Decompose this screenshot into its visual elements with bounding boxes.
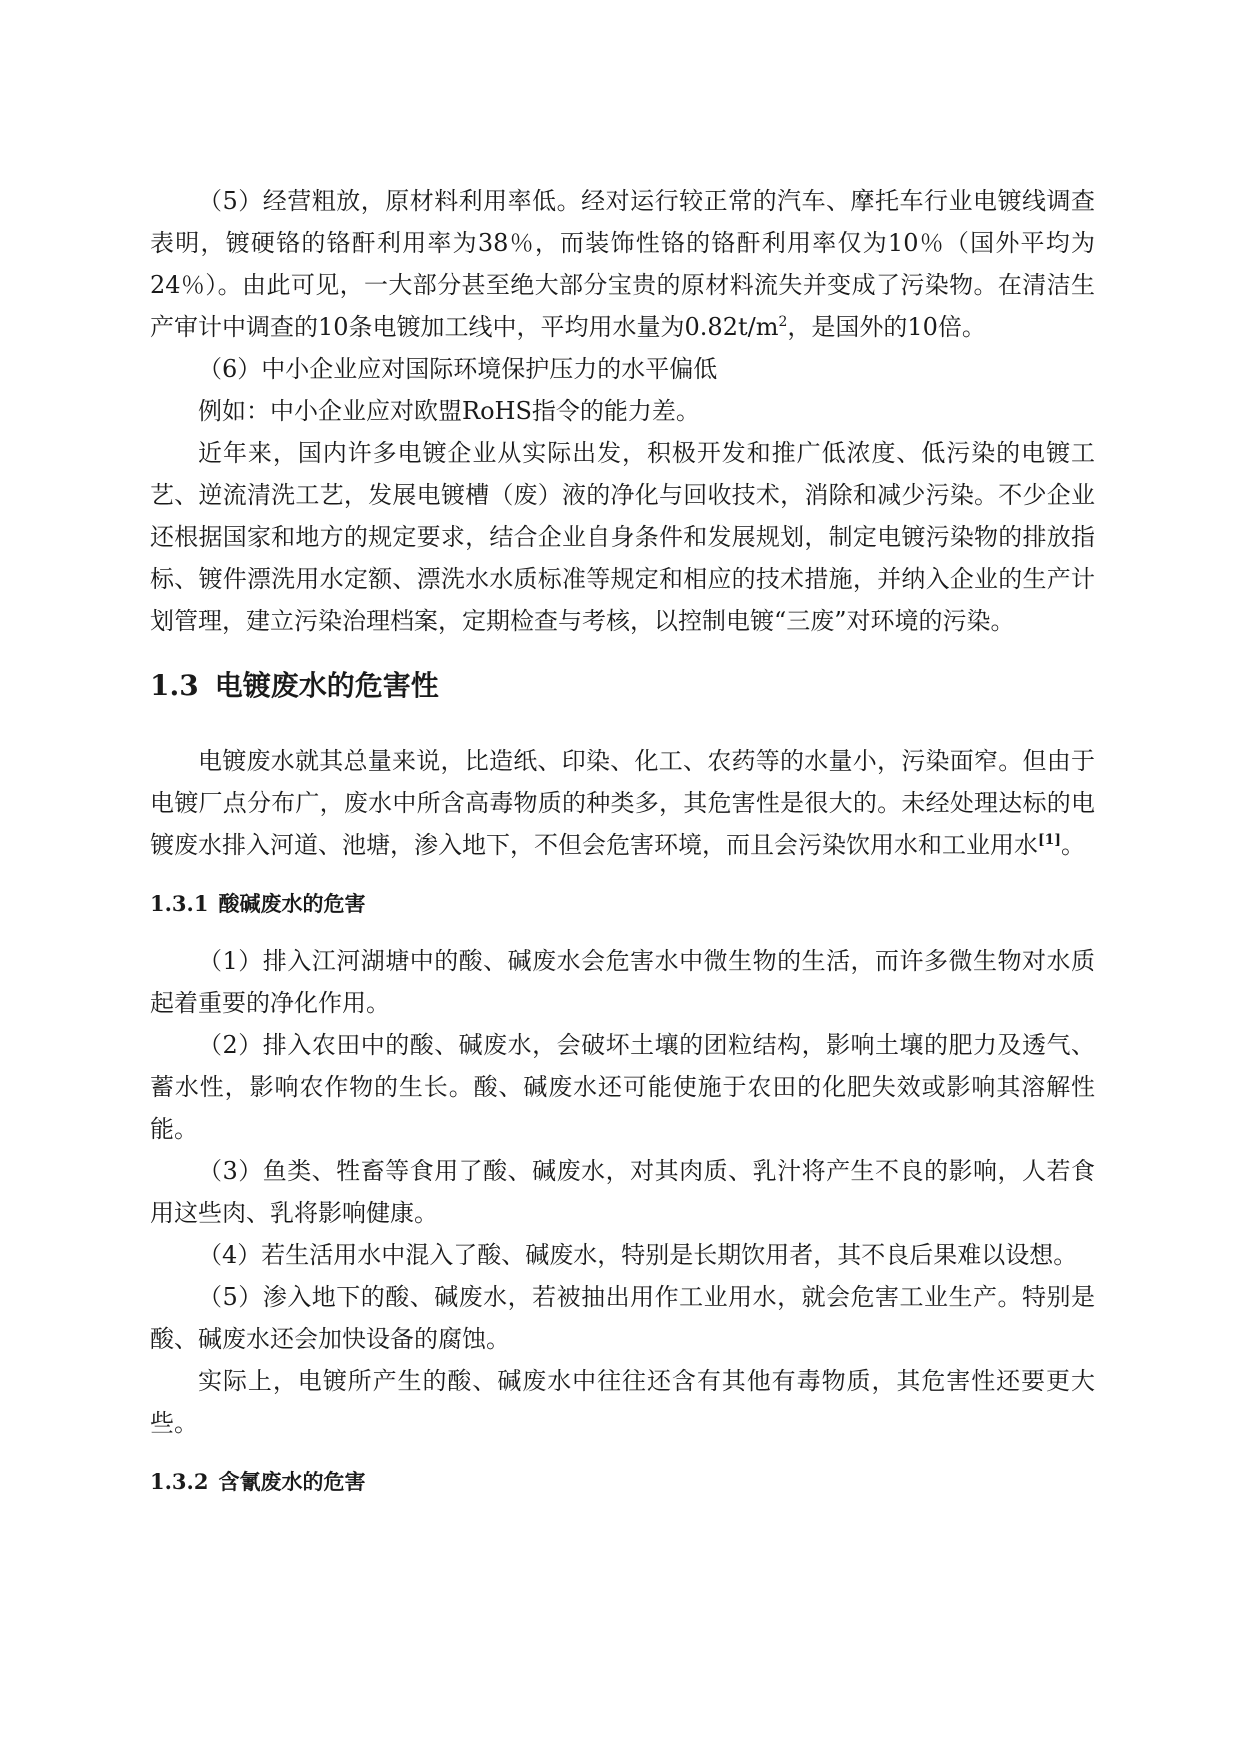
list-item-5: （5）渗入地下的酸、碱废水，若被抽出用作工业用水，就会危害工业生产。特别是酸、碱废水还会加快设备的腐蚀。: [150, 1283, 1095, 1353]
subsection-number: 1.3.1: [150, 891, 209, 916]
section-heading-1-3-2: [150, 1464, 1095, 1500]
section-number: 1.3: [150, 669, 199, 702]
section-heading-1-3: [150, 666, 1095, 706]
subsection-title: 酸碱废水的危害: [218, 891, 366, 916]
section-heading-1-3-1: [150, 886, 1095, 922]
list-item-1: （1）排入江河湖塘中的酸、碱废水会危害水中微生物的生活，而许多微生物对水质起着重要的净化作用。: [150, 947, 1095, 1017]
paragraph-5-end: ，是国外的10倍。: [787, 313, 986, 341]
list-item-4: （4）若生活用水中混入了酸、碱废水，特别是长期饮用者，其不良后果难以设想。: [198, 1241, 1078, 1269]
list-item-3: （3）鱼类、牲畜等食用了酸、碱废水，对其肉质、乳汁将产生不良的影响，人若食用这些肉、乳将影响健康。: [150, 1157, 1095, 1227]
list-item-2: （2）排入农田中的酸、碱废水，会破坏土壤的团粒结构，影响土壤的肥力及透气、蓄水性，影响农作物的生长。酸、碱废水还可能使施于农田的化肥失效或影响其溶解性能。: [150, 1031, 1095, 1143]
paragraph-example: 例如：中小企业应对欧盟RoHS指令的能力差。: [198, 397, 700, 425]
intro-text: 电镀废水就其总量来说，比造纸、印染、化工、农药等的水量小，污染面窄。但由于电镀厂点分布广，废水中所含高毒物质的种类多，其危害性是很大的。未经处理达标的电镀废水排入河道、池塘，渗入地下，不但会危害环境，而且会污染饮用水和工业用水: [150, 747, 1095, 859]
paragraph-6: （6）中小企业应对国际环境保护压力的水平偏低: [198, 355, 718, 383]
superscript-m2: 2: [778, 314, 788, 330]
closing-paragraph: 实际上，电镀所产生的酸、碱废水中往往还含有其他有毒物质，其危害性还要更大些。: [150, 1367, 1095, 1437]
section-1-3-intro: [150, 740, 1095, 866]
reference-marker: [1]: [1038, 832, 1061, 848]
section-title: 电镀废水的危害性: [214, 669, 439, 702]
intro-end: 。: [1061, 831, 1085, 859]
document-page: [150, 180, 1095, 1518]
paragraph-recent: 近年来，国内许多电镀企业从实际出发，积极开发和推广低浓度、低污染的电镀工艺、逆流清洗工艺，发展电镀槽（废）液的净化与回收技术，消除和减少污染。不少企业还根据国家和地方的规定要求，结合企业自身条件和发展规划，制定电镀污染物的排放指标、镀件漂洗用水定额、漂洗水水质标准等规定和相应的技术措施，并纳入企业的生产计划管理，建立污染治理档案，定期检查与考核，以控制电镀“三废”对环境的污染。: [150, 439, 1095, 635]
paragraph-5-text: （5）经营粗放，原材料利用率低。经对运行较正常的汽车、摩托车行业电镀线调查表明，镀硬铬的铬酐利用率为38％，而装饰性铬的铬酐利用率仅为10％（国外平均为24％）。由此可见，一大部分甚至绝大部分宝贵的原材料流失并变成了污染物。在清洁生产审计中调查的10条电镀加工线中，平均用水量为0.82t/m: [150, 187, 1095, 341]
subsection-number: 1.3.2: [150, 1469, 209, 1494]
subsection-title: 含氰废水的危害: [218, 1469, 366, 1494]
paragraph-5: [150, 180, 1095, 348]
